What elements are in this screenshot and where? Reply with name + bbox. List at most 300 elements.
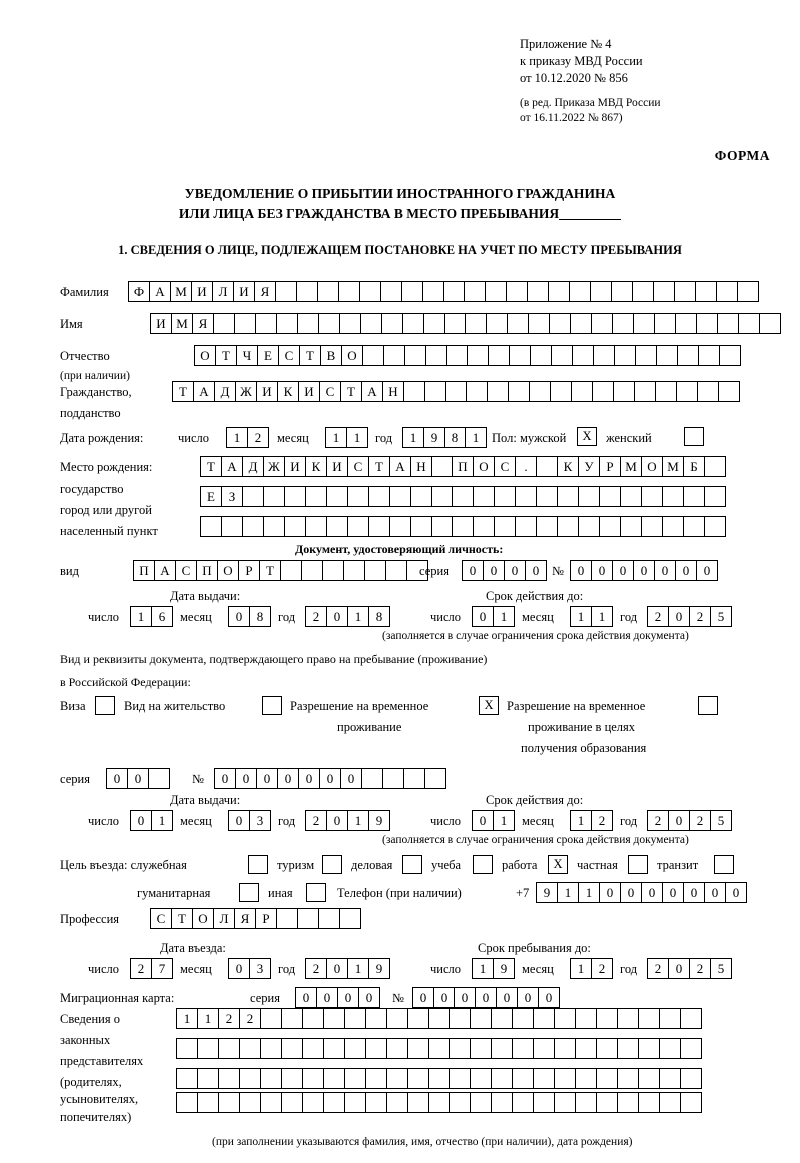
sex-female-checkbox[interactable]: [684, 427, 704, 446]
char-cell[interactable]: [738, 313, 760, 334]
char-cell[interactable]: [596, 1038, 618, 1059]
char-cell[interactable]: 1: [570, 606, 592, 627]
char-cell[interactable]: [596, 1008, 618, 1029]
profession-cells[interactable]: [150, 908, 360, 929]
char-cell[interactable]: [410, 516, 432, 537]
char-cell[interactable]: [386, 1008, 408, 1029]
char-cell[interactable]: [449, 1092, 471, 1113]
char-cell[interactable]: [242, 486, 264, 507]
char-cell[interactable]: [654, 313, 676, 334]
char-cell[interactable]: 0: [517, 987, 539, 1008]
char-cell[interactable]: 0: [504, 560, 526, 581]
char-cell[interactable]: [242, 516, 264, 537]
char-cell[interactable]: 1: [493, 606, 515, 627]
char-cell[interactable]: [719, 345, 741, 366]
char-cell[interactable]: [407, 1092, 429, 1113]
char-cell[interactable]: 0: [662, 882, 684, 903]
char-cell[interactable]: 9: [368, 958, 390, 979]
char-cell[interactable]: [512, 1092, 534, 1113]
char-cell[interactable]: [620, 486, 642, 507]
char-cell[interactable]: 0: [475, 987, 497, 1008]
char-cell[interactable]: [488, 345, 510, 366]
char-cell[interactable]: 0: [633, 560, 655, 581]
char-cell[interactable]: 1: [465, 427, 487, 448]
char-cell[interactable]: [614, 345, 636, 366]
char-cell[interactable]: [403, 381, 425, 402]
char-cell[interactable]: [578, 516, 600, 537]
char-cell[interactable]: Т: [259, 560, 281, 581]
char-cell[interactable]: [554, 1038, 576, 1059]
char-cell[interactable]: Я: [254, 281, 276, 302]
entry-month-cells[interactable]: [228, 958, 270, 979]
char-cell[interactable]: 0: [668, 958, 690, 979]
char-cell[interactable]: 0: [228, 958, 250, 979]
char-cell[interactable]: [382, 768, 404, 789]
char-cell[interactable]: [323, 1038, 345, 1059]
char-cell[interactable]: [305, 486, 327, 507]
char-cell[interactable]: 0: [433, 987, 455, 1008]
char-cell[interactable]: [302, 1068, 324, 1089]
char-cell[interactable]: [239, 1068, 261, 1089]
char-cell[interactable]: [260, 1008, 282, 1029]
char-cell[interactable]: Л: [213, 908, 235, 929]
char-cell[interactable]: [695, 281, 717, 302]
char-cell[interactable]: [449, 1068, 471, 1089]
permit-valid-month-cells[interactable]: [570, 810, 612, 831]
char-cell[interactable]: [380, 281, 402, 302]
char-cell[interactable]: [407, 1038, 429, 1059]
char-cell[interactable]: [339, 313, 361, 334]
char-cell[interactable]: [655, 381, 677, 402]
char-cell[interactable]: [317, 281, 339, 302]
char-cell[interactable]: [344, 1068, 366, 1089]
char-cell[interactable]: [680, 1008, 702, 1029]
char-cell[interactable]: 2: [247, 427, 269, 448]
legal-rep-row-4-cells[interactable]: [176, 1092, 701, 1113]
char-cell[interactable]: [424, 768, 446, 789]
char-cell[interactable]: [617, 1068, 639, 1089]
char-cell[interactable]: 0: [256, 768, 278, 789]
char-cell[interactable]: 0: [472, 606, 494, 627]
char-cell[interactable]: [533, 1008, 555, 1029]
char-cell[interactable]: 0: [277, 768, 299, 789]
entry-year-cells[interactable]: [305, 958, 389, 979]
char-cell[interactable]: М: [620, 456, 642, 477]
purpose-humanitarian-checkbox[interactable]: [239, 883, 259, 902]
char-cell[interactable]: [641, 516, 663, 537]
permit-series-cells[interactable]: [106, 768, 169, 789]
char-cell[interactable]: [635, 345, 657, 366]
stay-year-cells[interactable]: [647, 958, 731, 979]
char-cell[interactable]: [527, 281, 549, 302]
char-cell[interactable]: Т: [171, 908, 193, 929]
char-cell[interactable]: [697, 381, 719, 402]
phone-cells[interactable]: [536, 882, 746, 903]
char-cell[interactable]: [466, 381, 488, 402]
char-cell[interactable]: [570, 313, 592, 334]
char-cell[interactable]: [362, 345, 384, 366]
char-cell[interactable]: [704, 516, 726, 537]
char-cell[interactable]: [575, 1068, 597, 1089]
char-cell[interactable]: [410, 486, 432, 507]
char-cell[interactable]: 0: [316, 987, 338, 1008]
char-cell[interactable]: 1: [325, 427, 347, 448]
char-cell[interactable]: [255, 313, 277, 334]
char-cell[interactable]: [473, 486, 495, 507]
char-cell[interactable]: [704, 486, 726, 507]
char-cell[interactable]: 9: [368, 810, 390, 831]
char-cell[interactable]: [386, 1068, 408, 1089]
char-cell[interactable]: 0: [599, 882, 621, 903]
purpose-business-checkbox[interactable]: [402, 855, 422, 874]
char-cell[interactable]: [638, 1038, 660, 1059]
char-cell[interactable]: [176, 1092, 198, 1113]
char-cell[interactable]: 0: [525, 560, 547, 581]
char-cell[interactable]: [276, 908, 298, 929]
doc-issue-year-cells[interactable]: [305, 606, 389, 627]
char-cell[interactable]: С: [347, 456, 369, 477]
char-cell[interactable]: К: [277, 381, 299, 402]
char-cell[interactable]: С: [494, 456, 516, 477]
char-cell[interactable]: 8: [368, 606, 390, 627]
char-cell[interactable]: [533, 1038, 555, 1059]
char-cell[interactable]: [200, 516, 222, 537]
char-cell[interactable]: 0: [668, 810, 690, 831]
char-cell[interactable]: [449, 1008, 471, 1029]
char-cell[interactable]: 9: [536, 882, 558, 903]
char-cell[interactable]: 0: [483, 560, 505, 581]
char-cell[interactable]: [404, 345, 426, 366]
doc-series-cells[interactable]: [462, 560, 546, 581]
permit-valid-day-cells[interactable]: [472, 810, 514, 831]
char-cell[interactable]: 0: [654, 560, 676, 581]
char-cell[interactable]: [593, 345, 615, 366]
legal-rep-row-2-cells[interactable]: [176, 1038, 701, 1059]
char-cell[interactable]: [407, 1008, 429, 1029]
char-cell[interactable]: 0: [412, 987, 434, 1008]
char-cell[interactable]: [234, 313, 256, 334]
char-cell[interactable]: 0: [462, 560, 484, 581]
char-cell[interactable]: [470, 1092, 492, 1113]
char-cell[interactable]: [221, 516, 243, 537]
char-cell[interactable]: 0: [675, 560, 697, 581]
char-cell[interactable]: [680, 1092, 702, 1113]
char-cell[interactable]: [297, 908, 319, 929]
char-cell[interactable]: [536, 516, 558, 537]
char-cell[interactable]: [590, 281, 612, 302]
surname-cells[interactable]: [128, 281, 758, 302]
char-cell[interactable]: 0: [326, 606, 348, 627]
char-cell[interactable]: [365, 1008, 387, 1029]
char-cell[interactable]: [599, 516, 621, 537]
char-cell[interactable]: [554, 1092, 576, 1113]
char-cell[interactable]: 0: [570, 560, 592, 581]
char-cell[interactable]: [339, 908, 361, 929]
char-cell[interactable]: 2: [647, 810, 669, 831]
char-cell[interactable]: С: [150, 908, 172, 929]
char-cell[interactable]: 2: [218, 1008, 240, 1029]
char-cell[interactable]: [431, 486, 453, 507]
char-cell[interactable]: В: [320, 345, 342, 366]
char-cell[interactable]: Т: [340, 381, 362, 402]
char-cell[interactable]: 2: [591, 810, 613, 831]
char-cell[interactable]: .: [515, 456, 537, 477]
char-cell[interactable]: [318, 908, 340, 929]
visa-checkbox[interactable]: [95, 696, 115, 715]
char-cell[interactable]: [536, 486, 558, 507]
purpose-other-checkbox[interactable]: [306, 883, 326, 902]
char-cell[interactable]: [305, 516, 327, 537]
char-cell[interactable]: Т: [172, 381, 194, 402]
char-cell[interactable]: [218, 1068, 240, 1089]
char-cell[interactable]: [491, 1008, 513, 1029]
char-cell[interactable]: [213, 313, 235, 334]
doc-valid-year-cells[interactable]: [647, 606, 731, 627]
char-cell[interactable]: 0: [326, 958, 348, 979]
char-cell[interactable]: [318, 313, 340, 334]
char-cell[interactable]: 0: [127, 768, 149, 789]
char-cell[interactable]: [402, 313, 424, 334]
char-cell[interactable]: Ж: [263, 456, 285, 477]
char-cell[interactable]: Т: [299, 345, 321, 366]
doc-valid-month-cells[interactable]: [570, 606, 612, 627]
char-cell[interactable]: [446, 345, 468, 366]
birth-place-row-3-cells[interactable]: [200, 516, 725, 537]
char-cell[interactable]: О: [473, 456, 495, 477]
char-cell[interactable]: [360, 313, 382, 334]
char-cell[interactable]: [551, 345, 573, 366]
char-cell[interactable]: [260, 1092, 282, 1113]
char-cell[interactable]: [506, 281, 528, 302]
char-cell[interactable]: [401, 281, 423, 302]
char-cell[interactable]: [677, 345, 699, 366]
char-cell[interactable]: [659, 1092, 681, 1113]
char-cell[interactable]: [365, 1092, 387, 1113]
char-cell[interactable]: [347, 486, 369, 507]
char-cell[interactable]: 1: [347, 958, 369, 979]
birth-place-row-2-cells[interactable]: [200, 486, 725, 507]
char-cell[interactable]: 2: [647, 606, 669, 627]
legal-rep-row-1-cells[interactable]: [176, 1008, 701, 1029]
char-cell[interactable]: 2: [689, 958, 711, 979]
char-cell[interactable]: 0: [340, 768, 362, 789]
char-cell[interactable]: Б: [683, 456, 705, 477]
char-cell[interactable]: [596, 1092, 618, 1113]
char-cell[interactable]: [515, 486, 537, 507]
char-cell[interactable]: 0: [704, 882, 726, 903]
char-cell[interactable]: [487, 381, 509, 402]
char-cell[interactable]: С: [278, 345, 300, 366]
char-cell[interactable]: 8: [249, 606, 271, 627]
char-cell[interactable]: 2: [239, 1008, 261, 1029]
char-cell[interactable]: [365, 1068, 387, 1089]
char-cell[interactable]: [533, 1068, 555, 1089]
char-cell[interactable]: А: [149, 281, 171, 302]
char-cell[interactable]: [659, 1068, 681, 1089]
char-cell[interactable]: 1: [197, 1008, 219, 1029]
char-cell[interactable]: [326, 486, 348, 507]
purpose-private-checkbox[interactable]: [628, 855, 648, 874]
char-cell[interactable]: [591, 313, 613, 334]
char-cell[interactable]: 1: [493, 810, 515, 831]
entry-day-cells[interactable]: [130, 958, 172, 979]
char-cell[interactable]: 2: [305, 958, 327, 979]
char-cell[interactable]: [383, 345, 405, 366]
char-cell[interactable]: [528, 313, 550, 334]
char-cell[interactable]: 0: [472, 810, 494, 831]
char-cell[interactable]: 2: [591, 958, 613, 979]
char-cell[interactable]: 0: [641, 882, 663, 903]
char-cell[interactable]: 0: [228, 606, 250, 627]
patronymic-cells[interactable]: [194, 345, 740, 366]
char-cell[interactable]: Ч: [236, 345, 258, 366]
char-cell[interactable]: [659, 1008, 681, 1029]
char-cell[interactable]: [428, 1038, 450, 1059]
char-cell[interactable]: Е: [200, 486, 222, 507]
char-cell[interactable]: 0: [454, 987, 476, 1008]
permit-issue-day-cells[interactable]: [130, 810, 172, 831]
char-cell[interactable]: 2: [130, 958, 152, 979]
char-cell[interactable]: Т: [200, 456, 222, 477]
char-cell[interactable]: 5: [710, 958, 732, 979]
char-cell[interactable]: [218, 1092, 240, 1113]
char-cell[interactable]: [696, 313, 718, 334]
char-cell[interactable]: М: [170, 281, 192, 302]
char-cell[interactable]: [512, 1038, 534, 1059]
char-cell[interactable]: А: [361, 381, 383, 402]
char-cell[interactable]: П: [196, 560, 218, 581]
char-cell[interactable]: О: [341, 345, 363, 366]
char-cell[interactable]: [470, 1038, 492, 1059]
char-cell[interactable]: [575, 1038, 597, 1059]
char-cell[interactable]: 0: [620, 882, 642, 903]
char-cell[interactable]: Т: [368, 456, 390, 477]
char-cell[interactable]: [449, 1038, 471, 1059]
temp-permit-checkbox[interactable]: X: [479, 696, 499, 715]
char-cell[interactable]: [641, 486, 663, 507]
char-cell[interactable]: [491, 1068, 513, 1089]
birth-year-cells[interactable]: [402, 427, 486, 448]
char-cell[interactable]: [425, 345, 447, 366]
char-cell[interactable]: [467, 345, 489, 366]
char-cell[interactable]: Р: [238, 560, 260, 581]
purpose-tourism-checkbox[interactable]: [322, 855, 342, 874]
char-cell[interactable]: [452, 516, 474, 537]
char-cell[interactable]: [592, 381, 614, 402]
char-cell[interactable]: [508, 381, 530, 402]
char-cell[interactable]: [507, 313, 529, 334]
char-cell[interactable]: Е: [257, 345, 279, 366]
char-cell[interactable]: [656, 345, 678, 366]
char-cell[interactable]: [491, 1038, 513, 1059]
char-cell[interactable]: [302, 1038, 324, 1059]
permit-issue-month-cells[interactable]: [228, 810, 270, 831]
char-cell[interactable]: [662, 486, 684, 507]
char-cell[interactable]: [281, 1038, 303, 1059]
char-cell[interactable]: К: [557, 456, 579, 477]
char-cell[interactable]: 1: [346, 427, 368, 448]
char-cell[interactable]: [281, 1068, 303, 1089]
char-cell[interactable]: [389, 516, 411, 537]
char-cell[interactable]: [368, 516, 390, 537]
char-cell[interactable]: 0: [298, 768, 320, 789]
char-cell[interactable]: Р: [599, 456, 621, 477]
char-cell[interactable]: 0: [235, 768, 257, 789]
char-cell[interactable]: [515, 516, 537, 537]
char-cell[interactable]: [530, 345, 552, 366]
char-cell[interactable]: [465, 313, 487, 334]
char-cell[interactable]: [260, 1038, 282, 1059]
char-cell[interactable]: [428, 1068, 450, 1089]
char-cell[interactable]: [737, 281, 759, 302]
char-cell[interactable]: [197, 1038, 219, 1059]
char-cell[interactable]: [176, 1068, 198, 1089]
char-cell[interactable]: [386, 1092, 408, 1113]
birth-place-row-1-cells[interactable]: [200, 456, 725, 477]
char-cell[interactable]: [557, 516, 579, 537]
char-cell[interactable]: 1: [226, 427, 248, 448]
char-cell[interactable]: О: [194, 345, 216, 366]
doc-issue-day-cells[interactable]: [130, 606, 172, 627]
char-cell[interactable]: [617, 1008, 639, 1029]
char-cell[interactable]: [302, 1092, 324, 1113]
char-cell[interactable]: [218, 1038, 240, 1059]
char-cell[interactable]: [675, 313, 697, 334]
char-cell[interactable]: [364, 560, 386, 581]
char-cell[interactable]: [281, 1008, 303, 1029]
char-cell[interactable]: [284, 486, 306, 507]
char-cell[interactable]: Д: [214, 381, 236, 402]
char-cell[interactable]: [613, 381, 635, 402]
birth-day-cells[interactable]: [226, 427, 268, 448]
char-cell[interactable]: [344, 1092, 366, 1113]
char-cell[interactable]: Я: [192, 313, 214, 334]
char-cell[interactable]: [281, 1092, 303, 1113]
char-cell[interactable]: [716, 281, 738, 302]
char-cell[interactable]: 0: [319, 768, 341, 789]
char-cell[interactable]: И: [191, 281, 213, 302]
char-cell[interactable]: [368, 486, 390, 507]
char-cell[interactable]: 0: [591, 560, 613, 581]
char-cell[interactable]: 1: [176, 1008, 198, 1029]
char-cell[interactable]: [557, 486, 579, 507]
char-cell[interactable]: [464, 281, 486, 302]
char-cell[interactable]: [704, 456, 726, 477]
char-cell[interactable]: [759, 313, 781, 334]
migration-number-cells[interactable]: [412, 987, 559, 1008]
char-cell[interactable]: 0: [106, 768, 128, 789]
char-cell[interactable]: [680, 1068, 702, 1089]
char-cell[interactable]: 1: [130, 606, 152, 627]
char-cell[interactable]: [659, 1038, 681, 1059]
char-cell[interactable]: 3: [249, 958, 271, 979]
char-cell[interactable]: [698, 345, 720, 366]
char-cell[interactable]: 0: [696, 560, 718, 581]
char-cell[interactable]: [554, 1068, 576, 1089]
char-cell[interactable]: 1: [570, 810, 592, 831]
char-cell[interactable]: [683, 516, 705, 537]
char-cell[interactable]: [260, 1068, 282, 1089]
char-cell[interactable]: [529, 381, 551, 402]
char-cell[interactable]: И: [233, 281, 255, 302]
char-cell[interactable]: [403, 768, 425, 789]
char-cell[interactable]: [683, 486, 705, 507]
char-cell[interactable]: [323, 1008, 345, 1029]
char-cell[interactable]: [444, 313, 466, 334]
char-cell[interactable]: [428, 1092, 450, 1113]
char-cell[interactable]: [536, 456, 558, 477]
char-cell[interactable]: [302, 1008, 324, 1029]
